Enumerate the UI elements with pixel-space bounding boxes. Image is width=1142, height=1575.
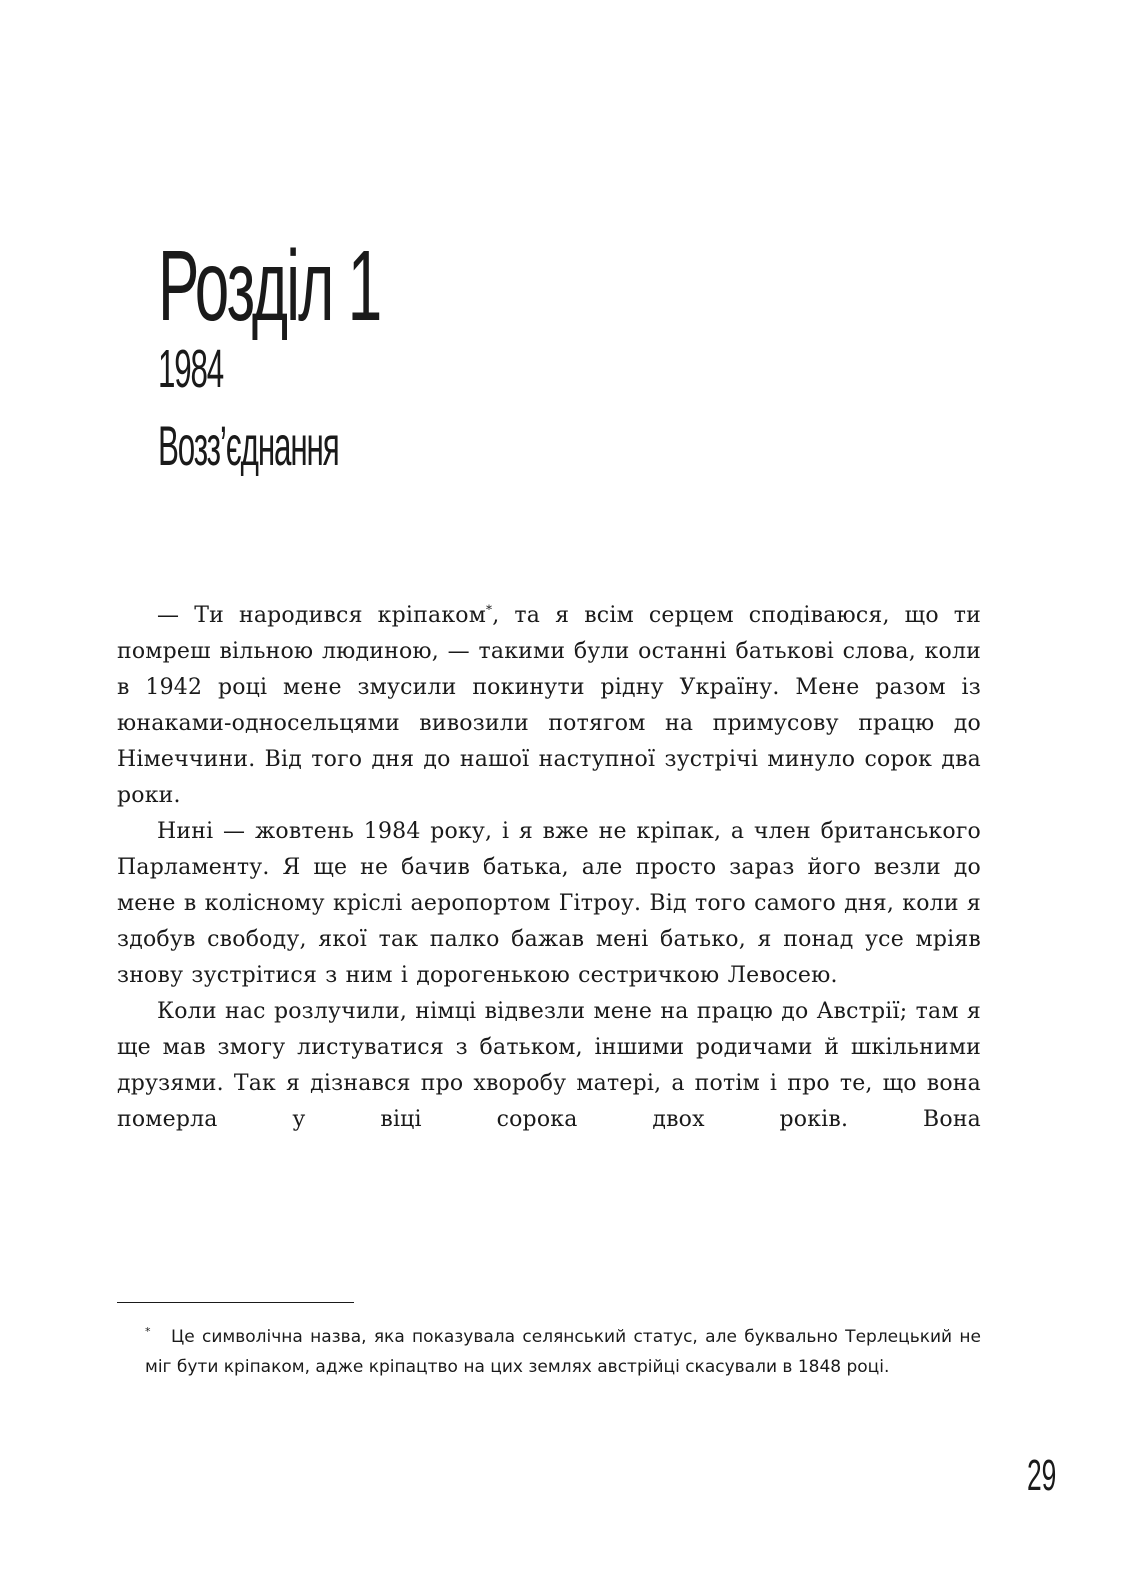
paragraph-text: , та я всім серцем сподіваюся, що ти помреш вільною людиною, — такими були останні батькові слова, коли в 1942 році мене змусили покинути рідну Україну. Мене разом із юнаками-односельцями вивозили потягом на примусову працю до Німеччини. Від того дня до нашої наступної зустрічі минуло сорок два роки.: [117, 603, 982, 808]
paragraph-text: — Ти народився кріпаком: [157, 603, 487, 628]
paragraph: [117, 598, 981, 814]
footnote-reference[interactable]: *: [486, 602, 493, 617]
chapter-year: 1984: [158, 339, 224, 399]
paragraph: Коли нас розлучили, німці відвезли мене на працю до Австрії; там я ще мав змогу листуватися з батьком, іншими родичами й шкільними друзями. Так я дізнався про хворобу матері, а потім і про те, що вона померла у віці сорока двох років. Вона: [117, 999, 981, 1132]
paragraph: Нині — жовтень 1984 року, і я вже не кріпак, а член британського Парламенту. Я ще не бачив батька, але просто зараз його везли до мене в колісному кріслі аеропортом Гітроу. Від того самого дня, коли я здобув свободу, якої так палко бажав мені батько, я понад усе мріяв знову зустрітися з ним і дорогенькою сестричкою Левосею.: [117, 819, 981, 988]
footnote: * Це символічна назва, яка показувала селянський статус, але буквально Терлецький не міг бути кріпаком, адже кріпацтво на цих землях австрійці скасували в 1848 році.: [145, 1325, 981, 1377]
page-number: 29: [1027, 1451, 1057, 1500]
chapter-subtitle: Возз’єднання: [158, 414, 339, 477]
body-text: [117, 598, 981, 1138]
chapter-title: Розділ 1: [158, 230, 381, 342]
footnote-divider: [117, 1302, 354, 1303]
footnote-text: Це символічна назва, яка показувала селянський статус, але буквально Терлецький не міг бути кріпаком, адже кріпацтво на цих землях австрійці скасували в 1848 році.: [145, 1327, 981, 1377]
